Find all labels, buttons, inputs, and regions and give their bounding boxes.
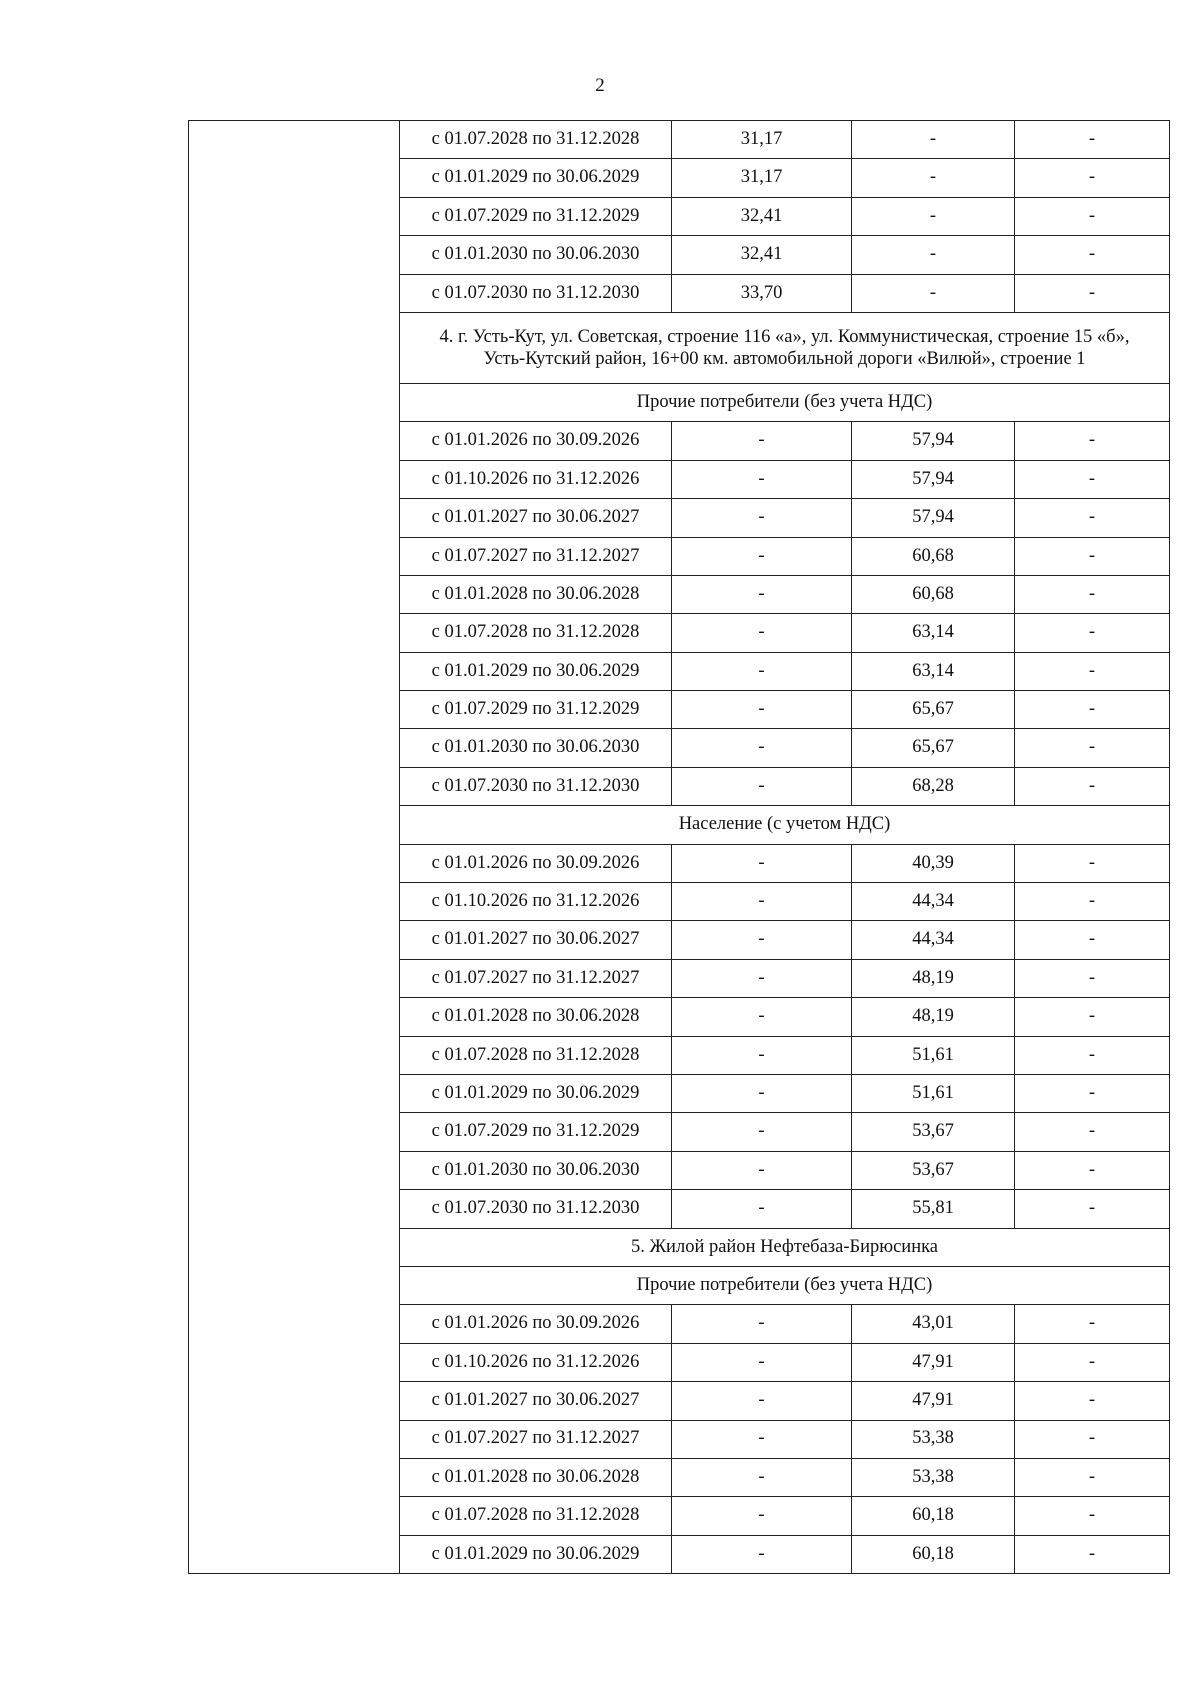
value-cell: - [1015,1036,1170,1074]
value-cell: - [1015,1190,1170,1228]
value-cell: 65,67 [852,729,1015,767]
period-cell: с 01.01.2028 по 30.06.2028 [400,998,672,1036]
value-cell: 32,41 [672,236,852,274]
value-cell: 68,28 [852,767,1015,805]
period-cell: с 01.07.2028 по 31.12.2028 [400,121,672,159]
period-cell: с 01.01.2026 по 30.09.2026 [400,422,672,460]
value-cell: - [672,499,852,537]
value-cell: - [1015,422,1170,460]
period-cell: с 01.01.2030 по 30.06.2030 [400,1151,672,1189]
value-cell: - [672,460,852,498]
value-cell: - [1015,1382,1170,1420]
value-cell: - [1015,159,1170,197]
value-cell: - [1015,236,1170,274]
value-cell: - [1015,460,1170,498]
value-cell: - [672,921,852,959]
value-cell: 57,94 [852,460,1015,498]
value-cell: - [1015,1458,1170,1496]
value-cell: 60,68 [852,537,1015,575]
value-cell: 44,34 [852,921,1015,959]
value-cell: 55,81 [852,1190,1015,1228]
value-cell: 47,91 [852,1343,1015,1381]
page-number: 2 [595,75,605,96]
period-cell: с 01.01.2030 по 30.06.2030 [400,729,672,767]
value-cell: - [672,1036,852,1074]
value-cell: - [672,537,852,575]
period-cell: с 01.07.2027 по 31.12.2027 [400,1420,672,1458]
value-cell: 31,17 [672,159,852,197]
value-cell: - [672,652,852,690]
value-cell: 65,67 [852,691,1015,729]
value-cell: - [672,1535,852,1573]
value-cell: 44,34 [852,883,1015,921]
value-cell: - [672,1420,852,1458]
value-cell: - [672,575,852,613]
value-cell: - [852,274,1015,312]
period-cell: с 01.07.2029 по 31.12.2029 [400,1113,672,1151]
table-row [189,121,1170,159]
section-address-header: 4. г. Усть-Кут, ул. Советская, строение 116 «а», ул. Коммунистическая, строение 15 «б», Усть-Кутский район, 16+00 км. автомобильной дороги «Вилюй», строение 1 [400,312,1170,383]
period-cell: с 01.01.2027 по 30.06.2027 [400,1382,672,1420]
value-cell: 63,14 [852,652,1015,690]
period-cell: с 01.01.2026 по 30.09.2026 [400,1305,672,1343]
value-cell: - [1015,1420,1170,1458]
value-cell: - [672,729,852,767]
value-cell: - [672,1074,852,1112]
value-cell: 57,94 [852,422,1015,460]
value-cell: - [672,883,852,921]
left-empty-column [189,121,400,1574]
period-cell: с 01.01.2030 по 30.06.2030 [400,236,672,274]
value-cell: - [672,614,852,652]
value-cell: - [1015,1343,1170,1381]
value-cell: - [672,1458,852,1496]
value-cell: - [1015,575,1170,613]
value-cell: 47,91 [852,1382,1015,1420]
value-cell: - [1015,499,1170,537]
value-cell: - [1015,652,1170,690]
value-cell: - [1015,729,1170,767]
value-cell: - [672,959,852,997]
tariff-table-body [189,121,1170,1574]
period-cell: с 01.01.2026 по 30.09.2026 [400,844,672,882]
period-cell: с 01.07.2028 по 31.12.2028 [400,614,672,652]
value-cell: - [852,197,1015,235]
value-cell: - [1015,614,1170,652]
value-cell: 51,61 [852,1074,1015,1112]
value-cell: - [1015,1113,1170,1151]
period-cell: с 01.07.2030 по 31.12.2030 [400,274,672,312]
value-cell: - [672,767,852,805]
value-cell: - [1015,921,1170,959]
value-cell: - [1015,844,1170,882]
value-cell: 60,18 [852,1497,1015,1535]
period-cell: с 01.07.2030 по 31.12.2030 [400,1190,672,1228]
period-cell: с 01.01.2028 по 30.06.2028 [400,1458,672,1496]
tariff-table [188,120,1170,1574]
value-cell: 51,61 [852,1036,1015,1074]
value-cell: - [1015,1535,1170,1573]
value-cell: 60,18 [852,1535,1015,1573]
period-cell: с 01.07.2030 по 31.12.2030 [400,767,672,805]
value-cell: 43,01 [852,1305,1015,1343]
value-cell: - [672,691,852,729]
value-cell: - [1015,197,1170,235]
value-cell: - [1015,121,1170,159]
value-cell: - [852,236,1015,274]
value-cell: - [672,1113,852,1151]
value-cell: - [672,1151,852,1189]
period-cell: с 01.01.2029 по 30.06.2029 [400,159,672,197]
period-cell: с 01.07.2027 по 31.12.2027 [400,959,672,997]
value-cell: - [852,159,1015,197]
value-cell: - [1015,767,1170,805]
value-cell: - [672,1305,852,1343]
period-cell: с 01.01.2027 по 30.06.2027 [400,499,672,537]
value-cell: - [1015,998,1170,1036]
value-cell: 60,68 [852,575,1015,613]
period-cell: с 01.07.2029 по 31.12.2029 [400,197,672,235]
period-cell: с 01.01.2029 по 30.06.2029 [400,652,672,690]
value-cell: - [672,1190,852,1228]
period-cell: с 01.01.2027 по 30.06.2027 [400,921,672,959]
value-cell: 53,38 [852,1458,1015,1496]
period-cell: с 01.01.2029 по 30.06.2029 [400,1074,672,1112]
value-cell: - [1015,883,1170,921]
period-cell: с 01.01.2028 по 30.06.2028 [400,575,672,613]
value-cell: 31,17 [672,121,852,159]
period-cell: с 01.10.2026 по 31.12.2026 [400,460,672,498]
period-cell: с 01.07.2028 по 31.12.2028 [400,1036,672,1074]
value-cell: - [1015,274,1170,312]
value-cell: - [1015,691,1170,729]
value-cell: 63,14 [852,614,1015,652]
value-cell: 57,94 [852,499,1015,537]
value-cell: 32,41 [672,197,852,235]
value-cell: - [672,1343,852,1381]
value-cell: - [1015,537,1170,575]
value-cell: 53,67 [852,1113,1015,1151]
value-cell: 40,39 [852,844,1015,882]
section-subheader: Прочие потребители (без учета НДС) [400,1266,1170,1304]
period-cell: с 01.01.2029 по 30.06.2029 [400,1535,672,1573]
period-cell: с 01.10.2026 по 31.12.2026 [400,1343,672,1381]
section-subheader: Население (с учетом НДС) [400,806,1170,844]
period-cell: с 01.07.2027 по 31.12.2027 [400,537,672,575]
period-cell: с 01.10.2026 по 31.12.2026 [400,883,672,921]
period-cell: с 01.07.2029 по 31.12.2029 [400,691,672,729]
section-subheader: Прочие потребители (без учета НДС) [400,383,1170,421]
section-subheader: 5. Жилой район Нефтебаза-Бирюсинка [400,1228,1170,1266]
value-cell: - [1015,1497,1170,1535]
value-cell: - [1015,1151,1170,1189]
value-cell: - [1015,959,1170,997]
value-cell: 53,38 [852,1420,1015,1458]
value-cell: - [672,998,852,1036]
value-cell: 48,19 [852,998,1015,1036]
value-cell: - [852,121,1015,159]
period-cell: с 01.07.2028 по 31.12.2028 [400,1497,672,1535]
value-cell: - [672,422,852,460]
value-cell: - [1015,1074,1170,1112]
value-cell: 33,70 [672,274,852,312]
value-cell: - [1015,1305,1170,1343]
value-cell: - [672,1382,852,1420]
value-cell: - [672,844,852,882]
value-cell: 53,67 [852,1151,1015,1189]
value-cell: - [672,1497,852,1535]
value-cell: 48,19 [852,959,1015,997]
